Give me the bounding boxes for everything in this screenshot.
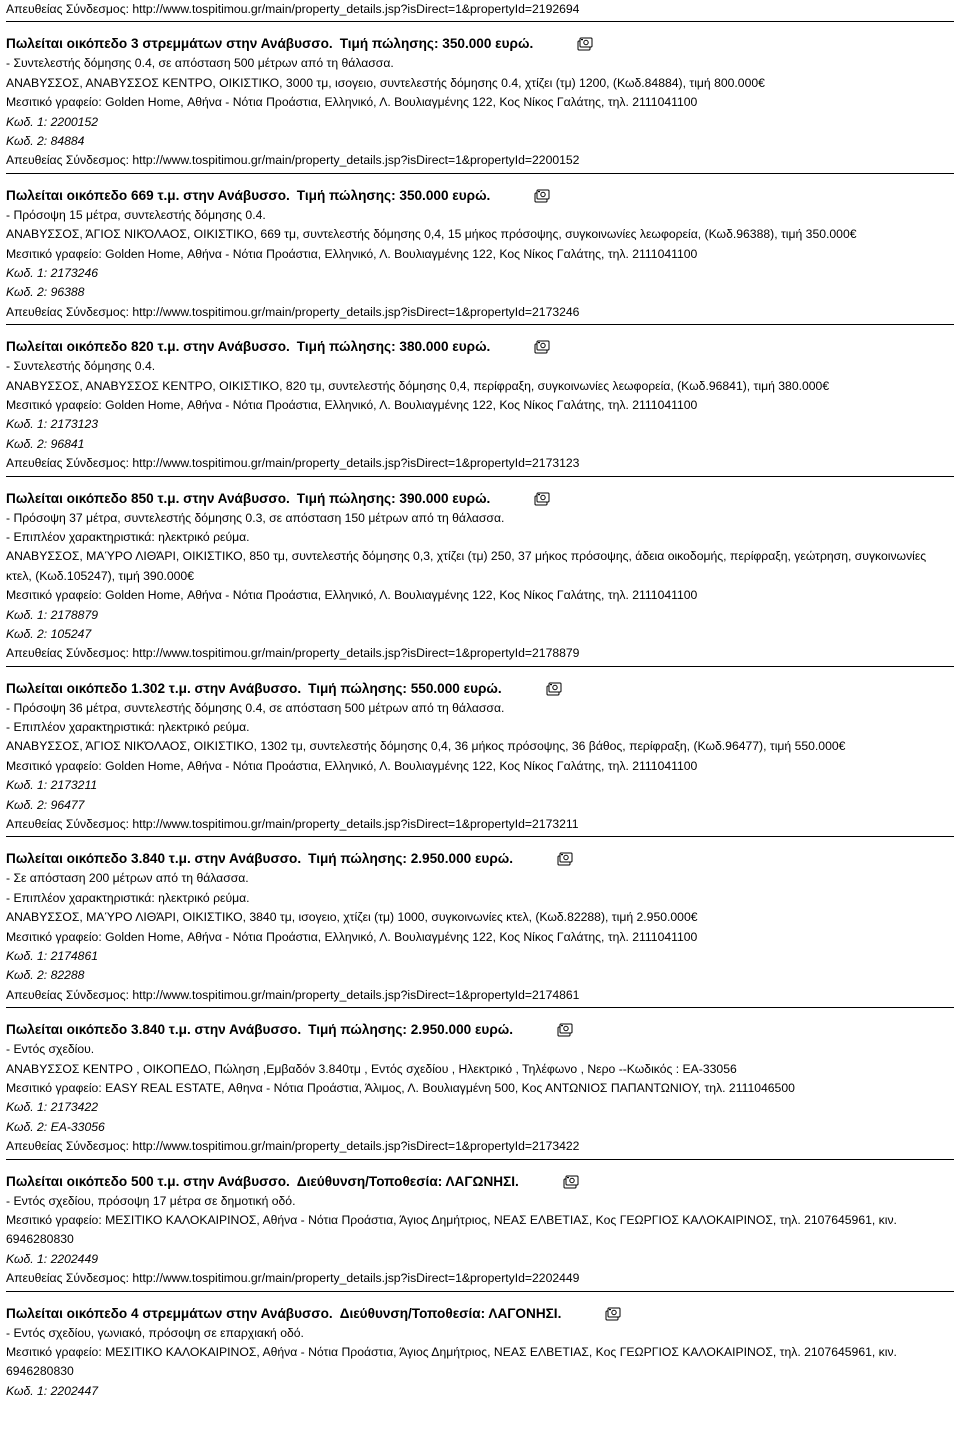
listing-description: ΑΝΑΒΥΣΣΟΣ ΚΕΝΤΡΟ , ΟΙΚΟΠΕΔΟ, Πώληση ,Εμβαδόν 3.840τμ , Εντός σχεδίου , Ηλεκτρικό , Τηλέφωνο , Νερο --Κωδικός : ΕΑ-33056 <box>6 1061 737 1076</box>
listing-title: Πωλείται οικόπεδο 4 στρεμμάτων στην Ανάβυσσο. <box>6 1305 333 1321</box>
listing-price: Τιμή πώλησης: 2.950.000 ευρώ. <box>308 1022 514 1038</box>
listing-detail: - Συντελεστής δόμησης 0.4. <box>6 359 156 374</box>
direct-link-line <box>6 1269 954 1288</box>
listing <box>6 34 954 173</box>
listing-description: ΑΝΑΒΥΣΣΟΣ, ΑΝΑΒΥΣΣΟΣ ΚΕΝΤΡΟ, ΟΙΚΙΣΤΙΚΟ, 820 τμ, συντελεστής δόμησης 0,4, περίφραξη, συγκοινωνίες λεωφορεία, (Κωδ.96841), τιμή 380.000€ <box>6 378 830 393</box>
separator <box>6 324 954 325</box>
listing-detail: - Επιπλέον χαρακτηριστικά: ηλεκτρικό ρεύμα. <box>6 529 250 544</box>
listing-heading <box>6 337 954 357</box>
listing-heading <box>6 1172 954 1192</box>
direct-link-line <box>6 644 954 663</box>
photo-icon[interactable] <box>557 1023 573 1037</box>
listing-code: Κωδ. 1: 2202449 <box>6 1251 99 1266</box>
listing-agency: Μεσιτικό γραφείο: Golden Home, Αθήνα - Νότια Προάστια, Ελληνικό, Λ. Βουλιαγμένης 122, Κος Νίκος Γαλάτης, τηλ. 2111041100 <box>6 397 698 412</box>
listing-code: Κωδ. 1: 2200152 <box>6 114 99 129</box>
direct-link-label: Απευθείας Σύνδεσμος: <box>6 456 129 471</box>
listing-code: Κωδ. 1: 2174861 <box>6 949 99 964</box>
listing <box>6 679 954 838</box>
direct-link-line <box>6 151 954 170</box>
listing-description: ΑΝΑΒΥΣΣΟΣ, ΜΑΎΡΟ ΛΙΘΆΡΙ, ΟΙΚΙΣΤΙΚΟ, 850 τμ, συντελεστής δόμησης 0,3, χτίζει (τμ) 250, 37 μήκος πρόσοψης, άδεια οικοδομής, περίφραξη, γεώτρηση, συγκοινωνίες κτελ, (Κωδ.105247), τιμή 390.000€ <box>6 549 927 583</box>
listing <box>6 1020 954 1159</box>
listing-price: Διεύθυνση/Τοποθεσία: ΛΑΓΩΝΗΣΙ. <box>296 1173 519 1189</box>
listing <box>6 1304 954 1402</box>
listing-description: ΑΝΑΒΥΣΣΟΣ, ΑΝΑΒΥΣΣΟΣ ΚΕΝΤΡΟ, ΟΙΚΙΣΤΙΚΟ, 3000 τμ, ισογειο, συντελεστής δόμησης 0.4, χτίζει (τμ) 1200, (Κωδ.84884), τιμή 800.000€ <box>6 75 765 90</box>
listing-code: Κωδ. 2: 105247 <box>6 626 92 641</box>
direct-link-url[interactable]: http://www.tospitimou.gr/main/property_details.jsp?isDirect=1&propertyId=2173246 <box>132 304 580 319</box>
photo-icon[interactable] <box>534 340 550 354</box>
listing <box>6 337 954 476</box>
photo-icon[interactable] <box>534 492 550 506</box>
listing-heading <box>6 1020 954 1040</box>
listing-code: Κωδ. 2: ΕΑ-33056 <box>6 1119 105 1134</box>
separator <box>6 1007 954 1008</box>
listing <box>6 1172 954 1292</box>
listing-price: Τιμή πώλησης: 2.950.000 ευρώ. <box>308 851 514 867</box>
direct-link-url[interactable]: http://www.tospitimou.gr/main/property_details.jsp?isDirect=1&propertyId=2174861 <box>132 987 580 1002</box>
direct-link-url[interactable]: http://www.tospitimou.gr/main/property_details.jsp?isDirect=1&propertyId=2200152 <box>132 153 580 168</box>
listing-price: Τιμή πώλησης: 380.000 ευρώ. <box>296 339 491 355</box>
photo-icon[interactable] <box>605 1307 621 1321</box>
listing-detail: - Πρόσοψη 36 μέτρα, συντελεστής δόμησης 0.4, σε απόσταση 500 μέτρων από τη θάλασσα. <box>6 700 505 715</box>
direct-link-line <box>6 0 954 19</box>
direct-link-url[interactable]: http://www.tospitimou.gr/main/property_details.jsp?isDirect=1&propertyId=2173211 <box>132 817 579 832</box>
listing-title: Πωλείται οικόπεδο 1.302 τ.μ. στην Ανάβυσσο. <box>6 680 302 696</box>
listing-detail: - Πρόσοψη 37 μέτρα, συντελεστής δόμησης 0.3, σε απόσταση 150 μέτρων από τη θάλασσα. <box>6 510 505 525</box>
listing-agency: Μεσιτικό γραφείο: ΜΕΣΙΤΙΚΟ ΚΑΛΟΚΑΙΡΙΝΟΣ, Αθήνα - Νότια Προάστια, Άγιος Δημήτριος, ΝΕΑΣ ΕΛΒΕΤΙΑΣ, Κος ΓΕΩΡΓΙΟΣ ΚΑΛΟΚΑΙΡΙΝΟΣ, τηλ. 2107645961, κιν. 6946280830 <box>6 1212 897 1247</box>
listing-title: Πωλείται οικόπεδο 3.840 τ.μ. στην Ανάβυσσο. <box>6 851 302 867</box>
direct-link-label: Απευθείας Σύνδεσμος: <box>6 304 129 319</box>
direct-link-line <box>6 986 954 1005</box>
listing <box>6 186 954 325</box>
separator <box>6 836 954 837</box>
listing-price: Τιμή πώλησης: 550.000 ευρώ. <box>308 680 502 696</box>
listing-code: Κωδ. 1: 2173123 <box>6 417 99 432</box>
listing-code: Κωδ. 1: 2173422 <box>6 1100 99 1115</box>
listing-detail: - Επιπλέον χαρακτηριστικά: ηλεκτρικό ρεύμα. <box>6 890 250 905</box>
listing-price: Τιμή πώλησης: 390.000 ευρώ. <box>296 490 491 506</box>
listing <box>6 489 954 667</box>
listing-agency: Μεσιτικό γραφείο: Golden Home, Αθήνα - Νότια Προάστια, Ελληνικό, Λ. Βουλιαγμένης 122, Κος Νίκος Γαλάτης, τηλ. 2111041100 <box>6 246 698 261</box>
listings-container <box>6 34 954 1401</box>
separator <box>6 1159 954 1160</box>
listing-description: ΑΝΑΒΥΣΣΟΣ, ΆΓΙΟΣ ΝΙΚΌΛΑΟΣ, ΟΙΚΙΣΤΙΚΟ, 1302 τμ, συντελεστής δόμησης 0,4, 36 μήκος πρόσοψης, 36 βάθος, περίφραξη, (Κωδ.96477), τιμή 550.000€ <box>6 739 846 754</box>
listing-agency: Μεσιτικό γραφείο: Golden Home, Αθήνα - Νότια Προάστια, Ελληνικό, Λ. Βουλιαγμένης 122, Κος Νίκος Γαλάτης, τηλ. 2111041100 <box>6 588 698 603</box>
listing-detail: - Επιπλέον χαρακτηριστικά: ηλεκτρικό ρεύμα. <box>6 720 250 735</box>
listing-heading <box>6 679 954 699</box>
listing <box>6 849 954 1008</box>
listing-code: Κωδ. 2: 96477 <box>6 797 85 812</box>
listing-description: ΑΝΑΒΥΣΣΟΣ, ΆΓΙΟΣ ΝΙΚΌΛΑΟΣ, ΟΙΚΙΣΤΙΚΟ, 669 τμ, συντελεστής δόμησης 0,4, 15 μήκος πρόσοψης, συγκοινωνίες λεωφορεία, (Κωδ.96388), τιμή 350.000€ <box>6 227 857 242</box>
listing-description: ΑΝΑΒΥΣΣΟΣ, ΜΑΎΡΟ ΛΙΘΆΡΙ, ΟΙΚΙΣΤΙΚΟ, 3840 τμ, ισογειο, χτίζει (τμ) 1000, συγκοινωνίες κτελ, (Κωδ.82288), τιμή 2.950.000€ <box>6 910 698 925</box>
direct-link-label: Απευθείας Σύνδεσμος: <box>6 1139 129 1154</box>
listing-agency: Μεσιτικό γραφείο: Golden Home, Αθήνα - Νότια Προάστια, Ελληνικό, Λ. Βουλιαγμένης 122, Κος Νίκος Γαλάτης, τηλ. 2111041100 <box>6 95 698 110</box>
direct-link-url[interactable]: http://www.tospitimou.gr/main/property_details.jsp?isDirect=1&propertyId=2173123 <box>132 456 580 471</box>
direct-link-label: Απευθείας Σύνδεσμος: <box>6 987 129 1002</box>
listing-code: Κωδ. 1: 2178879 <box>6 607 99 622</box>
listing-detail: - Εντός σχεδίου, πρόσοψη 17 μέτρα σε δημοτική οδό. <box>6 1193 296 1208</box>
listing-title: Πωλείται οικόπεδο 500 τ.μ. στην Ανάβυσσο. <box>6 1173 290 1189</box>
photo-icon[interactable] <box>563 1175 579 1189</box>
listing-detail: - Συντελεστής δόμησης 0.4, σε απόσταση 500 μέτρων από τη θάλασσα. <box>6 56 394 71</box>
direct-link-line <box>6 454 954 473</box>
direct-link-label: Απευθείας Σύνδεσμος: <box>6 153 129 168</box>
photo-icon[interactable] <box>577 37 593 51</box>
listing-title: Πωλείται οικόπεδο 850 τ.μ. στην Ανάβυσσο. <box>6 490 290 506</box>
listing-title: Πωλείται οικόπεδο 669 τ.μ. στην Ανάβυσσο. <box>6 187 290 203</box>
listing-price: Τιμή πώλησης: 350.000 ευρώ. <box>339 36 534 52</box>
listing-heading <box>6 489 954 509</box>
separator <box>6 666 954 667</box>
direct-link-url[interactable]: http://www.tospitimou.gr/main/property_details.jsp?isDirect=1&propertyId=2178879 <box>132 646 580 661</box>
listing-code: Κωδ. 2: 82288 <box>6 968 85 983</box>
listing-heading <box>6 849 954 869</box>
listing-agency: Μεσιτικό γραφείο: Golden Home, Αθήνα - Νότια Προάστια, Ελληνικό, Λ. Βουλιαγμένης 122, Κος Νίκος Γαλάτης, τηλ. 2111041100 <box>6 758 698 773</box>
listing-detail: - Εντός σχεδίου. <box>6 1042 95 1057</box>
direct-link-line <box>6 303 954 322</box>
listing-code: Κωδ. 2: 96388 <box>6 285 85 300</box>
listing-detail: - Εντός σχεδίου, γωνιακό, πρόσοψη σε επαρχιακή οδό. <box>6 1325 304 1340</box>
direct-link-url[interactable]: http://www.tospitimou.gr/main/property_details.jsp?isDirect=1&propertyId=2202449 <box>132 1271 580 1286</box>
listing-code: Κωδ. 1: 2202447 <box>6 1383 99 1398</box>
listing-heading <box>6 1304 954 1324</box>
listing-price: Τιμή πώλησης: 350.000 ευρώ. <box>296 187 491 203</box>
listing-title: Πωλείται οικόπεδο 3.840 τ.μ. στην Ανάβυσσο. <box>6 1022 302 1038</box>
separator <box>6 1291 954 1292</box>
direct-link-label: Απευθείας Σύνδεσμος: <box>6 2 129 16</box>
photo-icon[interactable] <box>534 189 550 203</box>
direct-link-label: Απευθείας Σύνδεσμος: <box>6 817 129 832</box>
direct-link-line <box>6 815 954 834</box>
listing-agency: Μεσιτικό γραφείο: ΜΕΣΙΤΙΚΟ ΚΑΛΟΚΑΙΡΙΝΟΣ, Αθήνα - Νότια Προάστια, Άγιος Δημήτριος, ΝΕΑΣ ΕΛΒΕΤΙΑΣ, Κος ΓΕΩΡΓΙΟΣ ΚΑΛΟΚΑΙΡΙΝΟΣ, τηλ. 2107645961, κιν. 6946280830 <box>6 1344 897 1379</box>
listing-price: Διεύθυνση/Τοποθεσία: ΛΑΓΟΝΗΣΙ. <box>339 1305 562 1321</box>
listing-detail: - Σε απόσταση 200 μέτρων από τη θάλασσα. <box>6 871 249 886</box>
listing-code: Κωδ. 1: 2173246 <box>6 265 99 280</box>
separator <box>6 476 954 477</box>
listing-agency: Μεσιτικό γραφείο: Golden Home, Αθήνα - Νότια Προάστια, Ελληνικό, Λ. Βουλιαγμένης 122, Κος Νίκος Γαλάτης, τηλ. 2111041100 <box>6 929 698 944</box>
direct-link-label: Απευθείας Σύνδεσμος: <box>6 1271 129 1286</box>
listing-code: Κωδ. 2: 96841 <box>6 436 85 451</box>
listing-title: Πωλείται οικόπεδο 3 στρεμμάτων στην Ανάβυσσο. <box>6 36 333 52</box>
listing-code: Κωδ. 2: 84884 <box>6 133 85 148</box>
photo-icon[interactable] <box>557 852 573 866</box>
photo-icon[interactable] <box>546 682 562 696</box>
separator <box>6 21 954 22</box>
direct-link-url[interactable]: http://www.tospitimou.gr/main/property_details.jsp?isDirect=1&propertyId=2192694 <box>132 2 580 16</box>
direct-link-label: Απευθείας Σύνδεσμος: <box>6 646 129 661</box>
listing-title: Πωλείται οικόπεδο 820 τ.μ. στην Ανάβυσσο. <box>6 339 290 355</box>
direct-link-line <box>6 1137 954 1156</box>
listing-heading <box>6 186 954 206</box>
listing-code: Κωδ. 1: 2173211 <box>6 778 98 793</box>
listing-detail: - Πρόσοψη 15 μέτρα, συντελεστής δόμησης 0.4. <box>6 207 266 222</box>
listing-agency: Μεσιτικό γραφείο: EASY REAL ESTATE, Αθηνα - Νότια Προάστια, Άλιμος, Λ. Βουλιαγμένη 500, Κος ΑΝΤΩΝΙΟΣ ΠΑΠΑΝΤΩΝΙΟΥ, τηλ. 2111046500 <box>6 1081 795 1096</box>
listing-heading <box>6 34 954 54</box>
separator <box>6 173 954 174</box>
direct-link-url[interactable]: http://www.tospitimou.gr/main/property_details.jsp?isDirect=1&propertyId=2173422 <box>132 1139 580 1154</box>
